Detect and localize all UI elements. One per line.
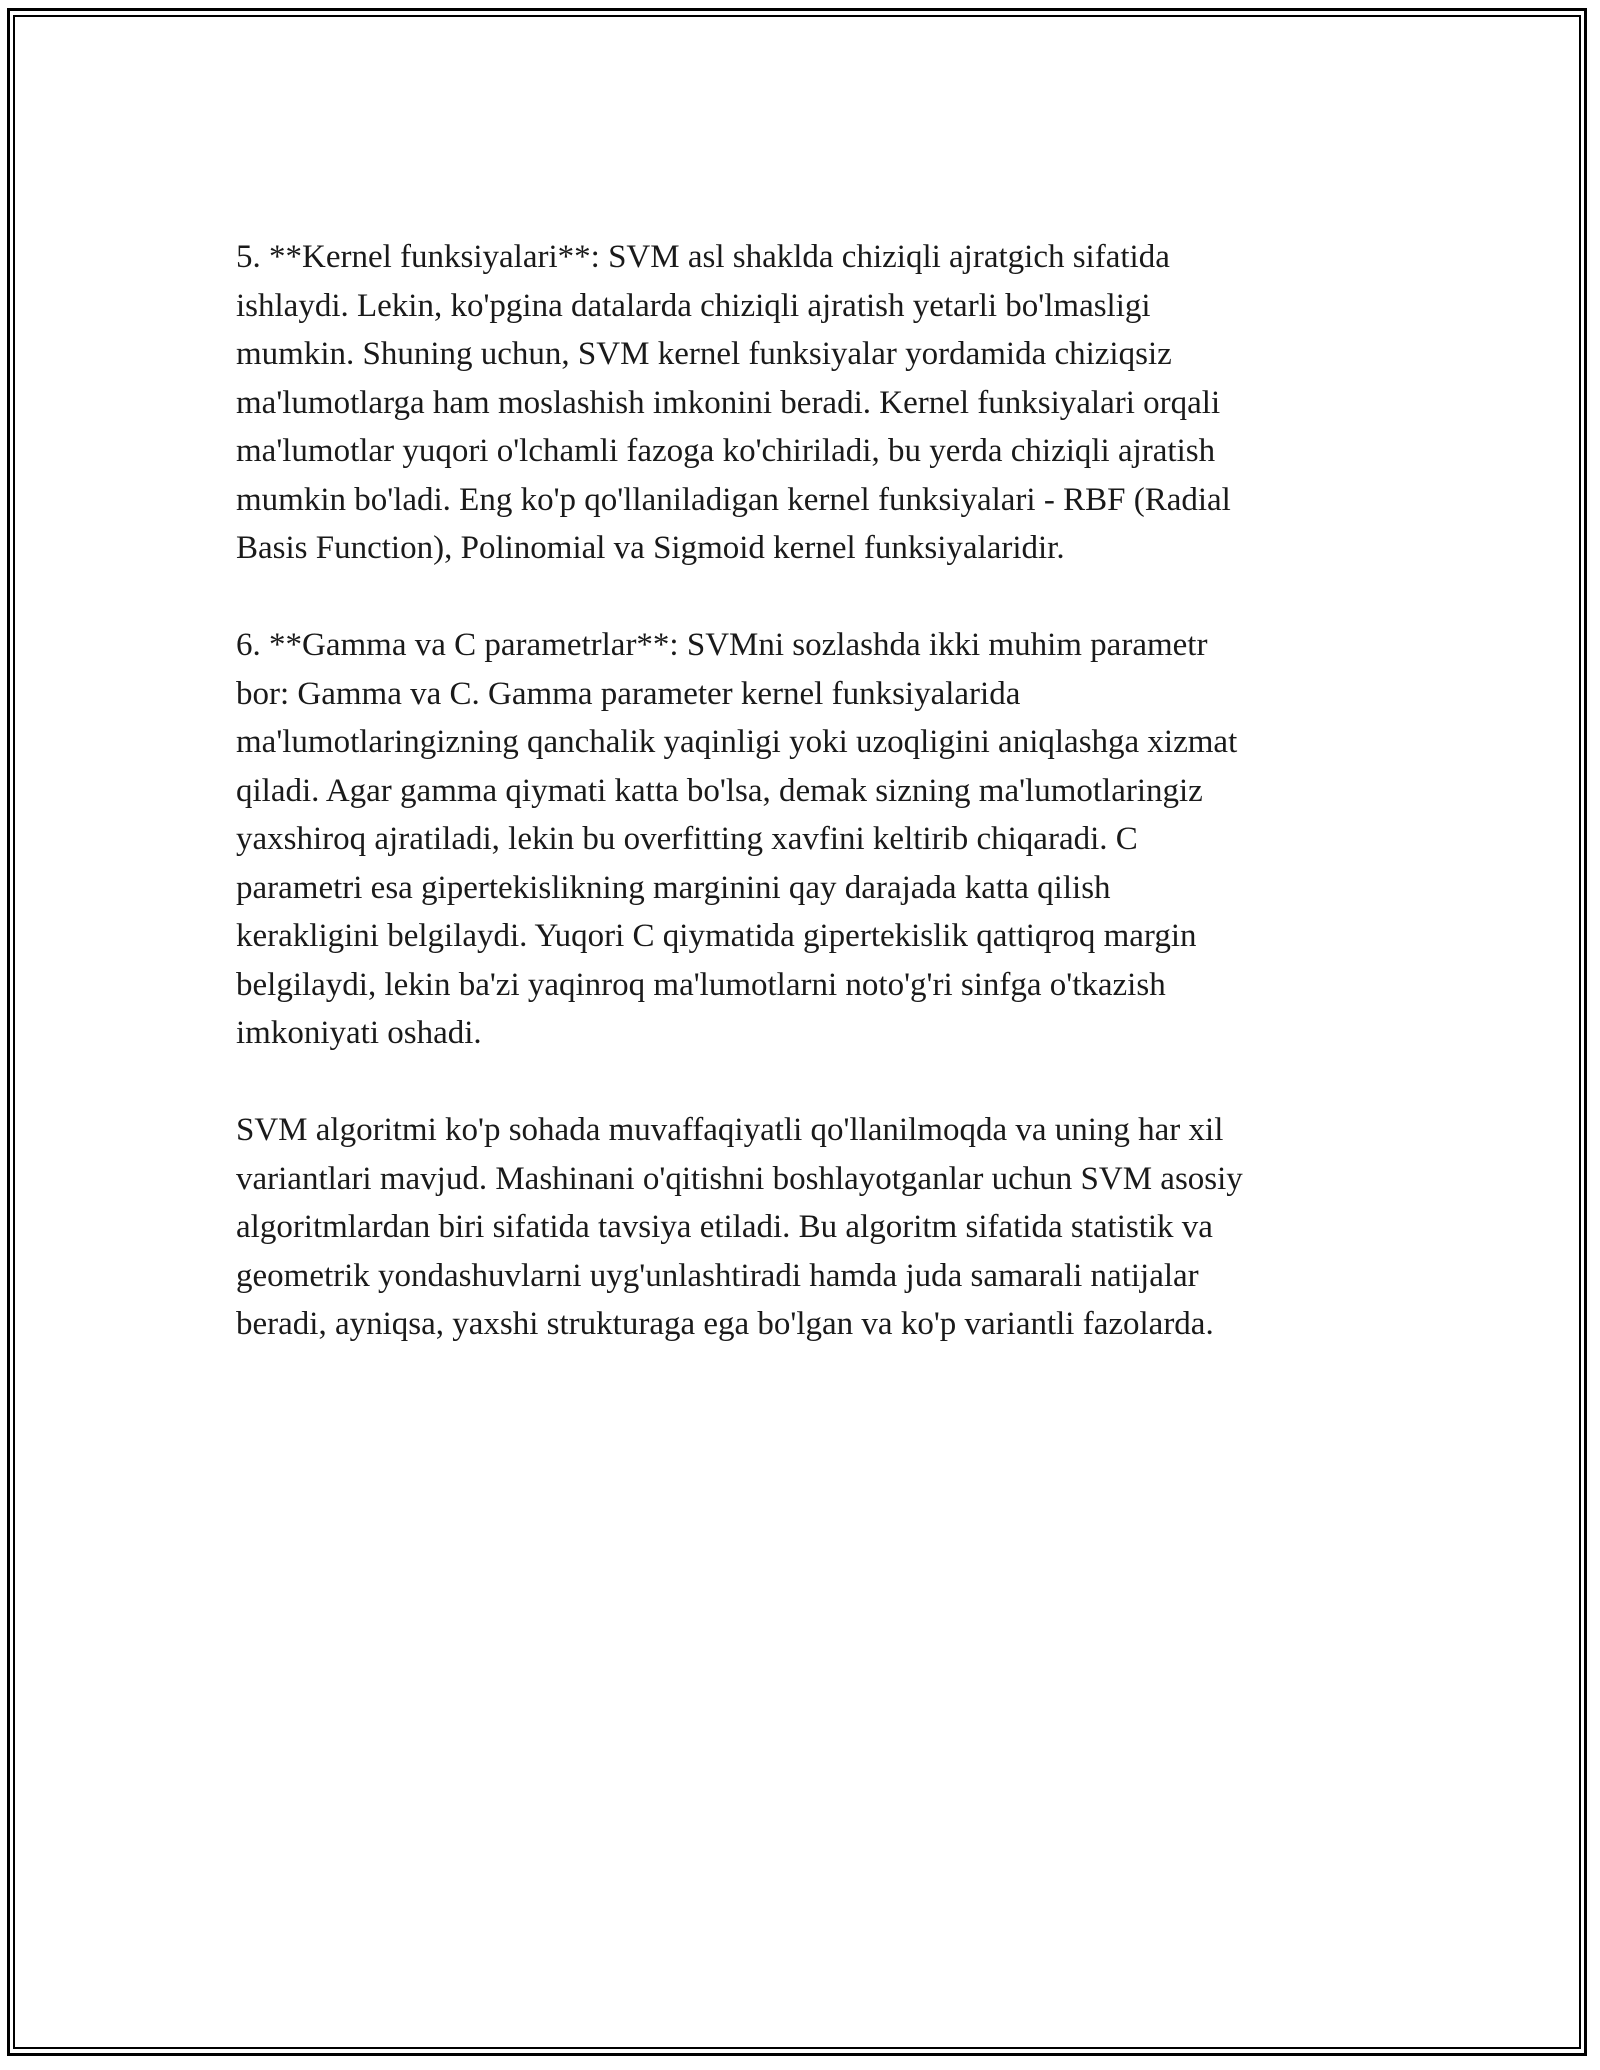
paragraph-gamma-c-parameters: 6. **Gamma va C parametrlar**: SVMni sozlashda ikki muhim parametr bor: Gamma va C. Gamma parameter kernel funksiyalarida ma'lumotlaringizning qanchalik yaqinligi yoki uzoqligini aniqlashga xizmat qiladi. Agar gamma qiymati katta bo'lsa, demak sizning ma'lumotlaringiz yaxshiroq ajratiladi, lekin bu overfitting xavfini keltirib chiqaradi. C parametri esa gipertekislikning marginini qay darajada katta qilish kerakligini belgilaydi. Yuqori C qiymatida gipertekislik qattiqroq margin belgilaydi, lekin ba'zi yaqinroq ma'lumotlarni noto'g'ri sinfga o'tkazish imkoniyati oshadi. xyxy=(236,627,1238,1051)
paragraph-svm-conclusion: SVM algoritmi ko'p sohada muvaffaqiyatli qo'llanilmoqda va uning har xil variantlari mavjud. Mashinani o'qitishni boshlayotganlar uchun SVM asosiy algoritmlardan biri sifatida tavsiya etiladi. Bu algoritm sifatida statistik va geometrik yondashuvlarni uyg'unlashtiradi hamda juda samarali natijalar beradi, ayniqsa, yaxshi strukturaga ega bo'lgan va ko'p variantli fazolarda. xyxy=(236,1112,1243,1342)
paragraph-kernel-functions: 5. **Kernel funksiyalari**: SVM asl shaklda chiziqli ajratgich sifatida ishlaydi. Lekin, ko'pgina datalarda chiziqli ajratish yetarli bo'lmasligi mumkin. Shuning uchun, SVM kernel funksiyalar yordamida chiziqsiz ma'lumotlarga ham moslashish imkonini beradi. Kernel funksiyalari orqali ma'lumotlar yuqori o'lchamli fazoga ko'chiriladi, bu yerda chiziqli ajratish mumkin bo'ladi. Eng ko'p qo'llaniladigan kernel funksiyalari - RBF (Radial Basis Function), Polinomial va Sigmoid kernel funksiyalaridir. xyxy=(236,239,1231,566)
document-body xyxy=(236,233,1366,1397)
